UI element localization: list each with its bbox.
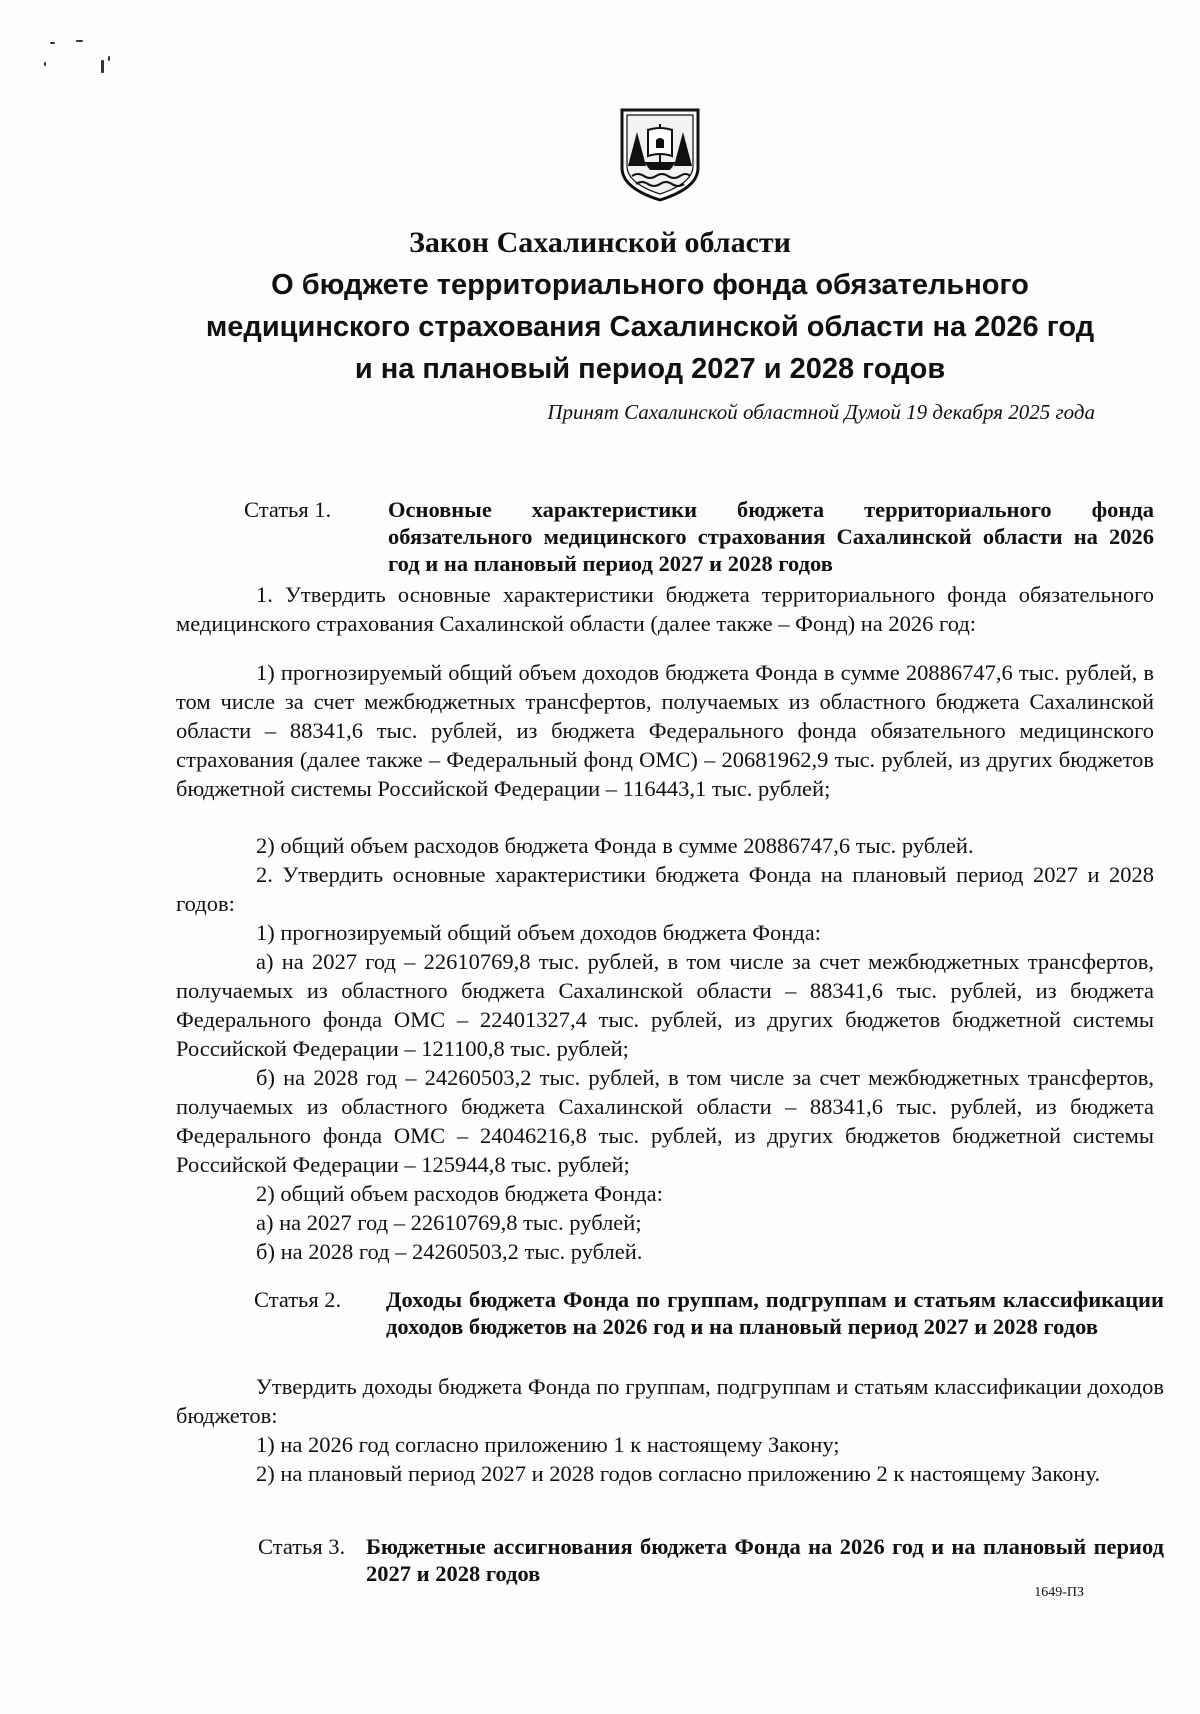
article-2-label: Статья 2. [254,1287,342,1312]
document-number: 1649-ПЗ [1034,1585,1084,1600]
article-1-item-2: 2) общий объем расходов бюджета Фонда в сумме 20886747,6 тыс. рублей. [256,833,974,858]
article-1-item-1: 1) прогнозируемый общий объем доходов бюджета Фонда в сумме 20886747,6 тыс. рублей, в том числе за счет межбюджетных трансфертов, получаемых из областного бюджета Сахалинской области – 88341,6 тыс. рублей, из бюджета Федерального фонда обязательного медицинского страхования (далее также – Федеральный фонд ОМС) – 20681962,9 тыс. рублей, из других бюджетов бюджетной системы Российской Федерации – 116443,1 тыс. рублей; [176,660,1154,801]
article-1-income-2027: а) на 2027 год – 22610769,8 тыс. рублей, в том числе за счет межбюджетных трансфертов, получаемых из областного бюджета Сахалинской области – 88341,6 тыс. рублей, из бюджета Федерального фонда ОМС – 22401327,4 тыс. рублей, из других бюджетов бюджетной системы Российской Федерации – 121100,8 тыс. рублей; [176,949,1154,1061]
article-2-heading [254,1286,1164,1370]
scan-artifact [76,40,83,42]
scan-artifact [108,56,110,61]
article-1-label: Статья 1. [244,497,332,522]
article-2-paragraph-1: Утвердить доходы бюджета Фонда по группам, подгруппам и статьям классификации доходов бюджетов: [176,1374,1164,1428]
article-2-item-2: 2) на плановый период 2027 и 2028 годов согласно приложению 2 к настоящему Закону. [256,1461,1101,1486]
scan-artifact [101,60,104,73]
article-1-expense-item: 2) общий объем расходов бюджета Фонда: [256,1181,663,1206]
scan-artifact [50,42,55,44]
article-2-title: Доходы бюджета Фонда по группам, подгруппам и статьям классификации доходов бюджетов на 2026 год и на плановый период 2027 и 2028 годов [386,1287,1164,1339]
article-3-label: Статья 3. [258,1534,346,1559]
article-1-income-item: 1) прогнозируемый общий объем доходов бюджета Фонда: [256,920,821,945]
article-1-paragraph-1: 1. Утвердить основные характеристики бюджета территориального фонда обязательного медицинского страхования Сахалинской области (далее также – Фонд) на 2026 год: [176,582,1154,636]
scan-artifact [44,62,46,66]
article-1-expense-2027: а) на 2027 год – 22610769,8 тыс. рублей; [256,1210,642,1235]
law-subject-title: О бюджете территориального фонда обязательного медицинского страхования Сахалинской области на 2026 год и на плановый период 2027 и 2028 годов [205,269,1095,385]
article-3-heading [258,1533,1164,1589]
article-1-expense-2028: б) на 2028 год – 24260503,2 тыс. рублей. [256,1239,643,1264]
article-2-item-1: 1) на 2026 год согласно приложению 1 к настоящему Закону; [256,1432,840,1457]
article-1-heading [244,496,1154,580]
article-3-title: Бюджетные ассигнования бюджета Фонда на 2026 год и на плановый период 2027 и 2028 годов [366,1534,1164,1586]
article-1-paragraph-2: 2. Утвердить основные характеристики бюджета Фонда на плановый период 2027 и 2028 годов: [176,862,1154,916]
law-title: Закон Сахалинской области [409,226,791,259]
adoption-note: Принят Сахалинской областной Думой 19 декабря 2025 года [547,400,1095,424]
coat-of-arms-emblem [618,106,702,202]
article-1-income-2028: б) на 2028 год – 24260503,2 тыс. рублей, в том числе за счет межбюджетных трансфертов, получаемых из областного бюджета Сахалинской области – 88341,6 тыс. рублей, из бюджета Федерального фонда ОМС – 24046216,8 тыс. рублей, из других бюджетов бюджетной системы Российской Федерации – 125944,8 тыс. рублей; [176,1065,1154,1177]
article-1-title: Основные характеристики бюджета территориального фонда обязательного медицинского страхования Сахалинской области на 2026 год и на плановый период 2027 и 2028 годов [388,497,1154,576]
